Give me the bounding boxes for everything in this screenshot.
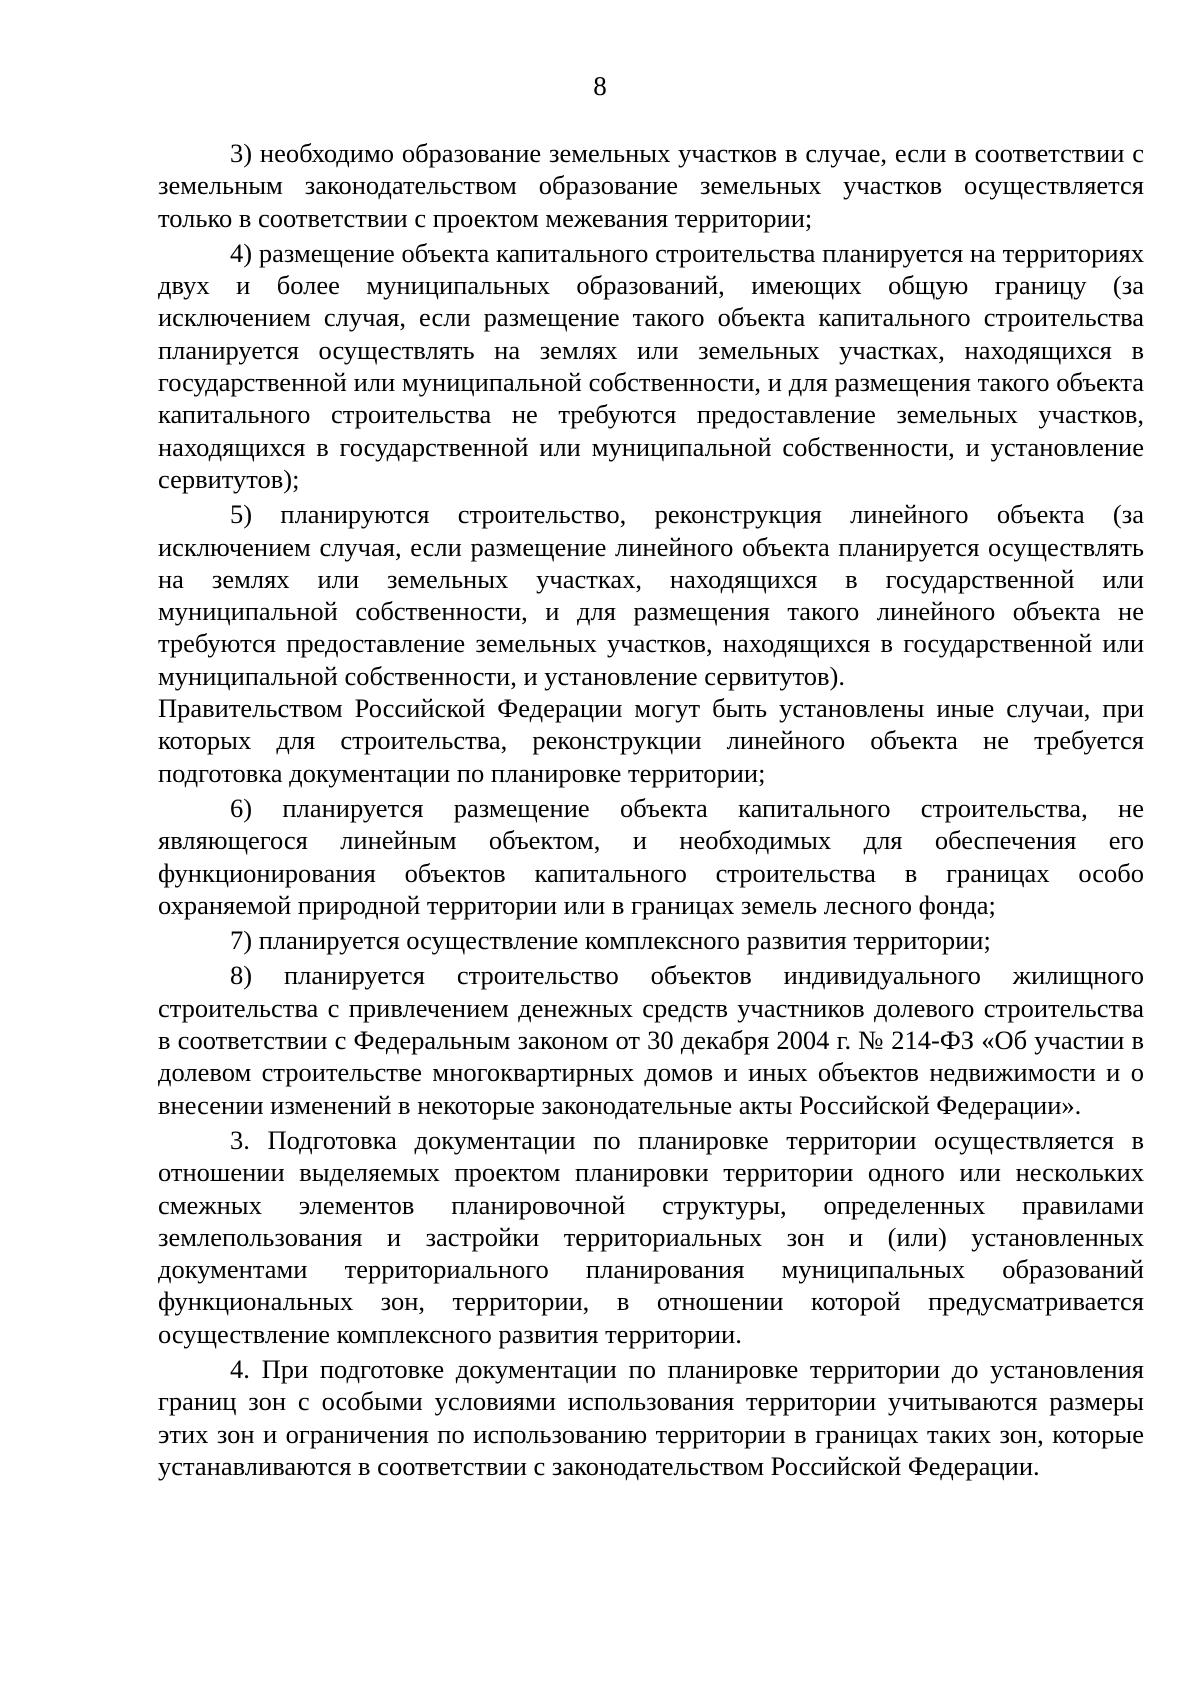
paragraph-item-3: 3) необходимо образование земельных участков в случае, если в соответствии с земельным законодательством образование земельных участков осуществляется только в соответствии с проектом межевания территории; (158, 138, 1144, 233)
paragraph-section-3: 3. Подготовка документации по планировке территории осуществляется в отношении выделяемых проектом планировки территории одного или нескольких смежных элементов планировочной структуры, определенных правилами землепользования и застройки территориальных зон и (или) установленных документами территориального планирования муниципальных образований функциональных зон, территории, в отношении которой предусматривается осуществление комплексного развития территории. (158, 1124, 1144, 1349)
paragraph-item-7: 7) планируется осуществление комплексного развития территории; (230, 925, 991, 956)
document-body (158, 137, 1144, 1485)
page-number: 8 (593, 71, 607, 101)
paragraph-item-4: 4) размещение объекта капитального строительства планируется на территориях двух и более муниципальных образований, имеющих общую границу (за исключением случая, если размещение такого объекта капитального строительства планируется осуществлять на землях или земельных участках, находящихся в государственной или муниципальной собственности, и для размещения такого объекта капитального строительства не требуются предоставление земельных участков, находящихся в государственной или муниципальной собственности, и установление сервитутов); (158, 237, 1144, 494)
paragraph-item-6: 6) планируется размещение объекта капитального строительства, не являющегося линейным объектом, и необходимых для обеспечения его функционирования объектов капитального строительства в границах особо охраняемой природной территории или в границах земель лесного фонда; (158, 792, 1144, 920)
paragraph-government-note: Правительством Российской Федерации могут быть установлены иные случаи, при которых для строительства, реконструкции линейного объекта не требуется подготовка документации по планировке территории; (158, 693, 1144, 788)
paragraph-item-5: 5) планируются строительство, реконструкция линейного объекта (за исключением случая, если размещение линейного объекта планируется осуществлять на землях или земельных участках, находящихся в государственной или муниципальной собственности, и для размещения такого линейного объекта не требуются предоставление земельных участков, находящихся в государственной или муниципальной собственности, и установление сервитутов). (158, 499, 1144, 691)
paragraph-item-8: 8) планируется строительство объектов индивидуального жилищного строительства с привлечением денежных средств участников долевого строительства в соответствии с Федеральным законом от 30 декабря 2004 г. № 214-ФЗ «Об участии в долевом строительстве многоквартирных домов и иных объектов недвижимости и о внесении изменений в некоторые законодательные акты Российской Федерации». (158, 960, 1144, 1120)
paragraph-section-4: 4. При подготовке документации по планировке территории до установления границ зон с особыми условиями использования территории учитываются размеры этих зон и ограничения по использованию территории в границах таких зон, которые устанавливаются в соответствии с законодательством Российской Федерации. (158, 1353, 1144, 1481)
